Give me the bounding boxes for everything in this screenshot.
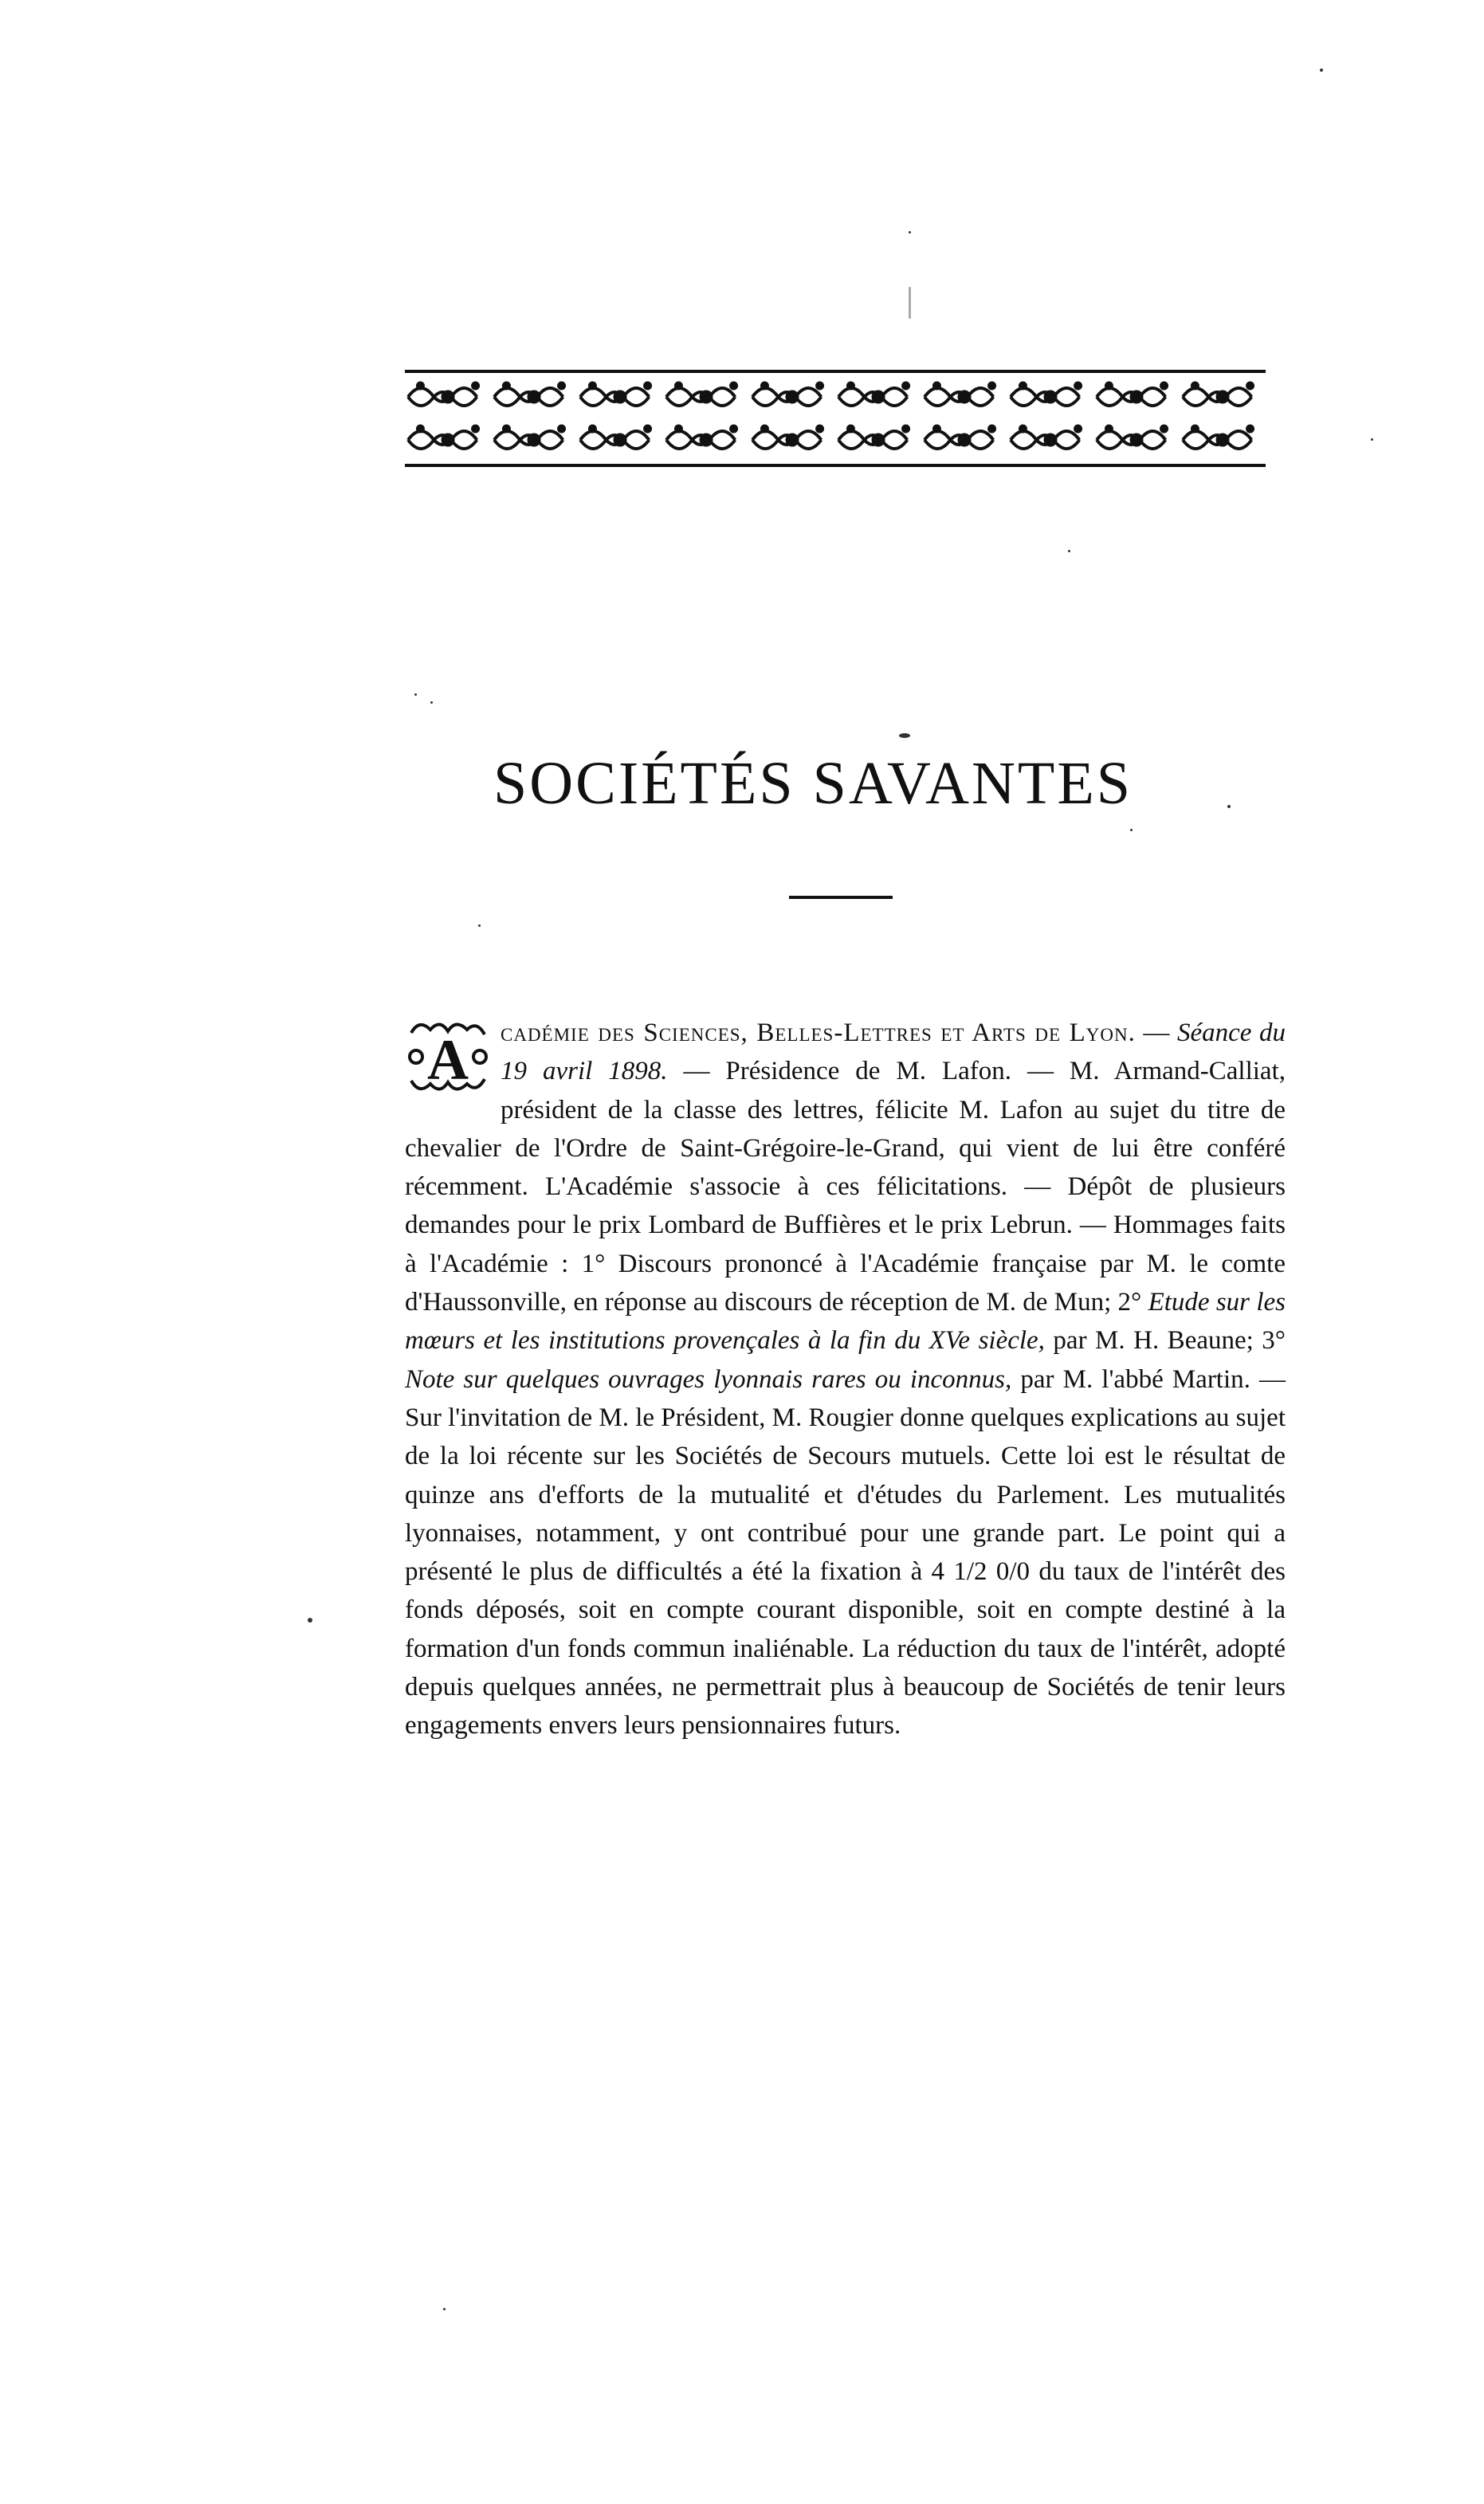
svg-text:A: A xyxy=(427,1028,469,1092)
title-divider xyxy=(789,896,893,899)
society-heading: cadémie des Sciences, Belles-Lettres et Arts de Lyon. xyxy=(501,1018,1136,1047)
paragraph-part-1: — Présidence de M. Lafon. — M. Armand-Calliat, président de la classe des lettres, félicite M. Lafon au sujet du titre de chevalier de l'Ordre de Saint-Grégoire-le-Grand, qui vient de lui être conféré récemment. L'Académie s'associe à ces félicitations. — Dépôt de plusieurs demandes pour le prix Lombard de Buffières et le prix Lebrun. — Hommages faits à l'Académie : 1° Discours prononcé à l'Académie française par M. le comte d'Haussonville, en réponse au discours de réception de M. de Mun; 2° xyxy=(405,1057,1286,1317)
page-title: SOCIÉTÉS SAVANTES xyxy=(493,750,1133,817)
article-body xyxy=(405,1014,1286,1745)
paragraph-part-3: par M. l'abbé Martin. — Sur l'invitation de M. le Président, M. Rougier donne quelques explications au sujet de la loi récente sur les Sociétés de Secours mutuels. Cette loi est le résultat de quinze ans d'efforts de la mutualité et d'études du Parlement. Les mutualités lyonnaises, notamment, y ont contribué pour une grande part. Le point qui a présenté le plus de difficultés a été la fixation à 4 1/2 0/0 du taux de l'intérêt des fonds déposés, soit en compte courant disponible, soit en compte destiné à la formation d'un fonds commun inaliénable. La réduction du taux de l'intérêt, adopté depuis quelques années, ne permettrait plus à beaucoup de Sociétés de tenir leurs engagements envers leurs pensionnaires futurs. xyxy=(405,1364,1286,1741)
dropcap-letter xyxy=(405,1017,491,1097)
fleuron-band-icon xyxy=(405,367,1266,470)
paragraph-part-2: par M. H. Beaune; 3° xyxy=(1044,1326,1286,1356)
heading-dash: — xyxy=(1135,1018,1177,1047)
cited-work-1: Etude sur les mœurs et les institutions provençales à la fin du XVe siècle, xyxy=(405,1288,1286,1356)
session-date: Séance du 19 avril 1898. xyxy=(501,1018,1286,1086)
cited-work-2: Note sur quelques ouvrages lyonnais rares ou inconnus, xyxy=(405,1364,1012,1394)
